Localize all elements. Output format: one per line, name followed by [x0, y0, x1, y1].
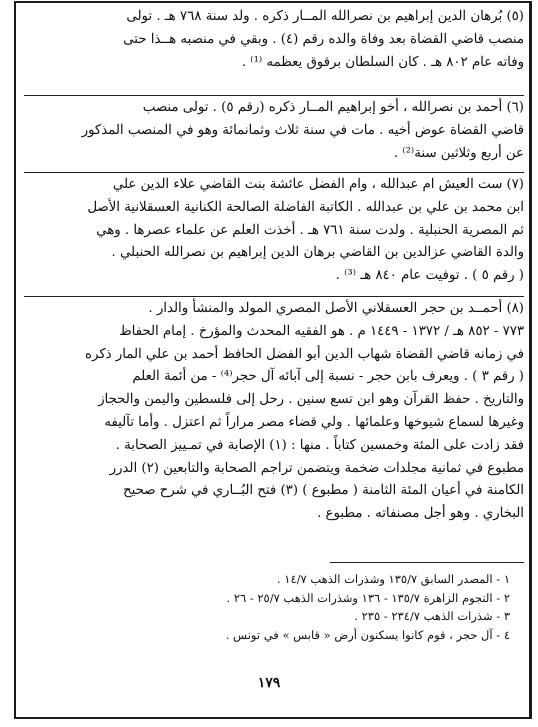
- footnote: ١ - المصدر السابق ١٣٥/٧ وشذرات الذهب ١٤/٧ .: [276, 572, 510, 586]
- entry-7: [24, 174, 524, 288]
- text-line: (٧) ست العيش ام عبدالله ، وام الفضل عائشة بنت القاضي علاء الدين علي: [112, 177, 524, 192]
- text-line: قاضي القضاة عوض أخيه . مات في سنة ثلاث وثمانمائة وهو في المنصب المذكور: [81, 122, 524, 138]
- main-text-4: [24, 298, 524, 530]
- text-line: ثم المصرية الحنبلية . ولدت سنة ٧٦١ هـ . أخذت العلم عن علماء عصرها . وهي: [96, 222, 524, 238]
- footnote: ٢ - النجوم الزاهرة ١٣٥/٧ - ١٣٦ وشذرات الذهب ٢٥/٧ - ٢٦ .: [226, 590, 510, 605]
- footnote: ٤ - آل حجر ، قوم كانوا يسكنون أرض « قابس » في تونس .: [225, 627, 510, 642]
- text-line: (٦) أحمد بن نصرالله ، أخو إبراهيم المــار ذكره (رقم ٥) . تولى منصب: [142, 100, 524, 115]
- text-line: مطبوع في ثمانية مجلدات ضخمة ويتضمن تراجم الصحابة والتابعين (٢) الدرر: [109, 460, 524, 476]
- entry-6: [24, 97, 524, 165]
- text-line: ٧٧٣ - ٨٥٢ هـ / ١٣٧٢ - ١٤٤٩ م . هو الفقيه المحدث والمؤرخ . إمام الحفاظ: [119, 323, 524, 339]
- text-line: ( رقم ٥ ) . توفيت عام ٨٤٠ هـ ⁽³⁾ .: [335, 268, 524, 284]
- entry-8: [24, 298, 524, 526]
- text-line: فقد زادت على المئة وخمسين كتاباً . منها : (١) الإصابة في تمـييز الصحابة .: [115, 437, 524, 453]
- page-number: ١٧٩: [257, 675, 281, 691]
- main-text-3: [24, 174, 524, 292]
- text-line: وغيرها لسماع شيوخها وعلمائها . ولي قضاء مصر مراراً ثم اعتزل . وأما تآليفه: [104, 414, 524, 430]
- footnote: ٣ - شذرات الذهب ٢٣٤/٧ - ٢٣٥ .: [354, 609, 510, 623]
- main-text-2: [24, 97, 524, 169]
- main-text: [24, 6, 524, 78]
- entry-5: [24, 6, 524, 74]
- text-line: منصب قاضي القضاة بعد وفاة والده رقم (٤) . وبقي في منصبه هــذا حتى: [123, 31, 524, 47]
- text-line: والدة القاضي عزالدين بن القاضي برهان الدين إبراهيم بن نصرالله الحنبلي .: [111, 245, 524, 261]
- text-line: البخاري . وهو أجل مصنفاته . مطبوع .: [317, 506, 524, 522]
- entry-separator: [24, 95, 524, 96]
- footnotes: [70, 570, 510, 644]
- text-line: ابن محمد بن علي بن عبدالله . الكاتبة الفاضلة الصالحة الكنانية العسقلانية الأصل: [87, 199, 524, 215]
- text-line: الكامنة في أعيان المئة الثامنة ( مطبوع ) (٣) فتح البُــاري في شرح صحيح: [122, 483, 524, 499]
- text-line: عن أربع وثلاثين سنة⁽²⁾ .: [393, 145, 524, 161]
- text-line: وفاته عام ٨٠٢ هـ . كان السلطان برقوق يعظمه ⁽¹⁾ .: [241, 54, 524, 70]
- text-line: ( رقم ٣ ) . ويعرف بابن حجر - نسبة إلى آبائه آل حجر⁽⁴⁾ - من أئمة العلم: [132, 369, 524, 385]
- entry-separator: [24, 172, 524, 173]
- text-line: (٨) أحمــد بن حجر العسقلاني الأصل المصري المولد والمنشأ والدار .: [148, 301, 524, 316]
- text-line: والتاريخ . حفظ القرآن وهو ابن تسع سنين . رحل إلى فلسطين واليمن والحجاز: [98, 392, 524, 408]
- text-line: في زمانه قاضي القضاة شهاب الدين أبو الفضل الحافظ أحمد بن علي المار ذكره: [85, 346, 524, 362]
- entry-separator: [24, 296, 524, 297]
- text-line: (٥) بُرهان الدين إبراهيم بن نصرالله المــار ذكره . ولد سنة ٧٦٨ هـ . تولى: [126, 9, 524, 24]
- footnote-rule: [330, 562, 524, 563]
